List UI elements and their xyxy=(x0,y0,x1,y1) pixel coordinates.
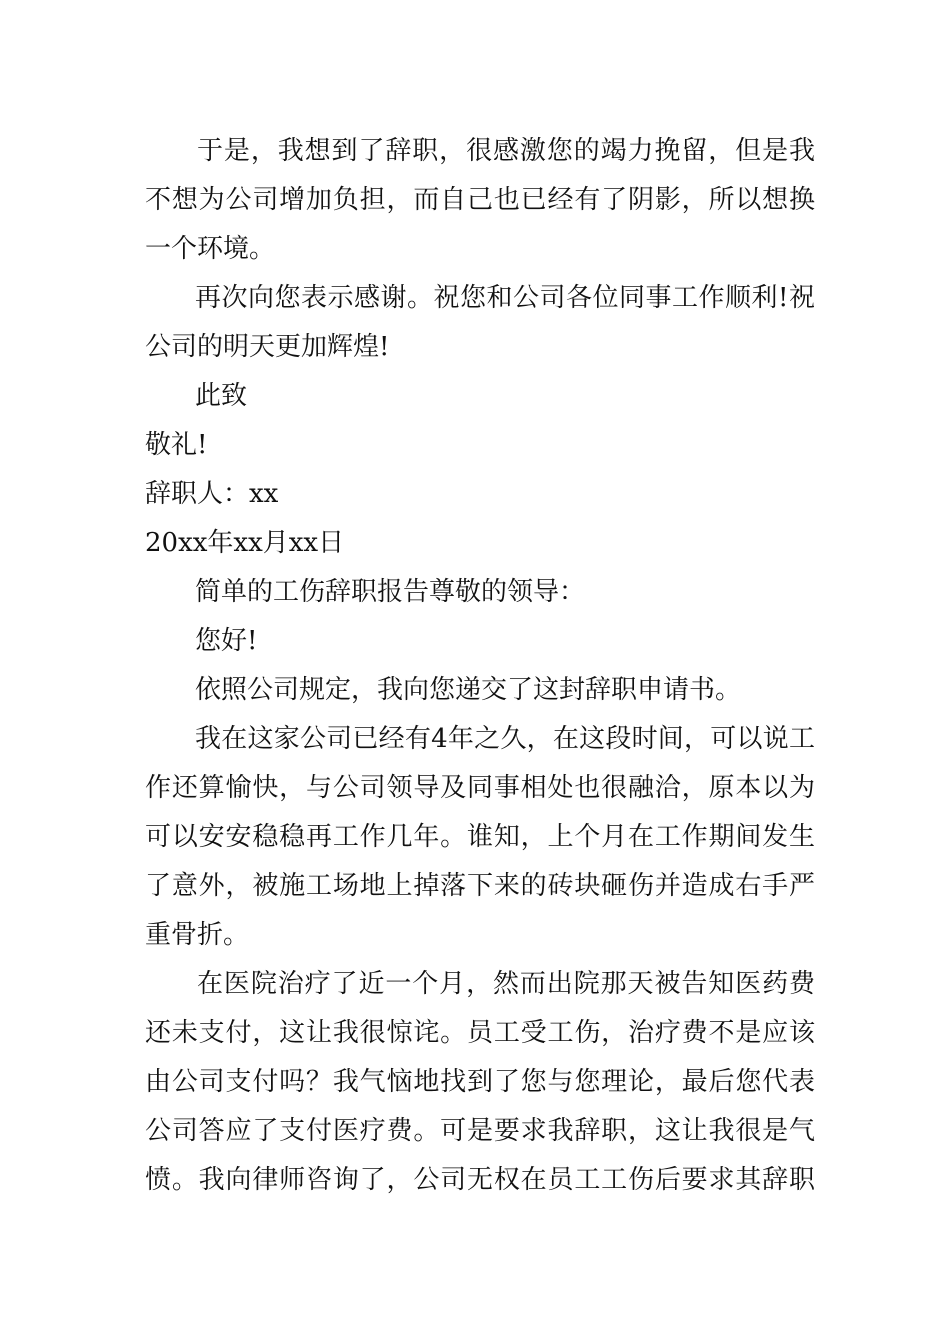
paragraph-line: 于是，我想到了辞职，很感激您的竭力挽留，但是我 xyxy=(197,136,815,166)
paragraph-line: 还未支付，这让我很惊诧。员工受工伤，治疗费不是应该 xyxy=(145,1018,815,1048)
paragraph-line: 再次向您表示感谢。祝您和公司各位同事工作顺利!祝 xyxy=(195,283,815,313)
paragraph-line: 了意外，被施工场地上掉落下来的砖块砸伤并造成右手严 xyxy=(145,871,815,901)
greeting-line: 您好! xyxy=(195,626,258,656)
paragraph-line: 公司答应了支付医疗费。可是要求我辞职，这让我很是气 xyxy=(145,1116,815,1146)
salutation-line: 此致 xyxy=(195,381,248,411)
paragraph-line: 愤。我向律师咨询了，公司无权在员工工伤后要求其辞职 xyxy=(145,1165,815,1195)
document-body xyxy=(145,127,815,1205)
paragraph-line: 我在这家公司已经有4年之久，在这段时间，可以说工 xyxy=(195,724,815,754)
signature-line: 辞职人：xx xyxy=(145,479,279,509)
paragraph-line: 可以安安稳稳再工作几年。谁知，上个月在工作期间发生 xyxy=(145,822,815,852)
heading-line: 简单的工伤辞职报告尊敬的领导： xyxy=(195,577,586,607)
closing-line: 敬礼! xyxy=(145,430,208,460)
paragraph-line: 作还算愉快，与公司领导及同事相处也很融洽，原本以为 xyxy=(145,773,815,803)
paragraph-line: 依照公司规定，我向您递交了这封辞职申请书。 xyxy=(195,675,742,705)
paragraph-line: 公司的明天更加辉煌! xyxy=(145,332,390,362)
date-line: 20xx年xx月xx日 xyxy=(145,528,345,558)
paragraph-line: 不想为公司增加负担，而自己也已经有了阴影，所以想换 xyxy=(145,185,815,215)
paragraph-line: 重骨折。 xyxy=(145,920,250,950)
paragraph-line: 由公司支付吗？我气恼地找到了您与您理论，最后您代表 xyxy=(145,1067,815,1097)
paragraph-line: 在医院治疗了近一个月，然而出院那天被告知医药费 xyxy=(197,969,815,999)
paragraph-line: 一个环境。 xyxy=(145,234,276,264)
